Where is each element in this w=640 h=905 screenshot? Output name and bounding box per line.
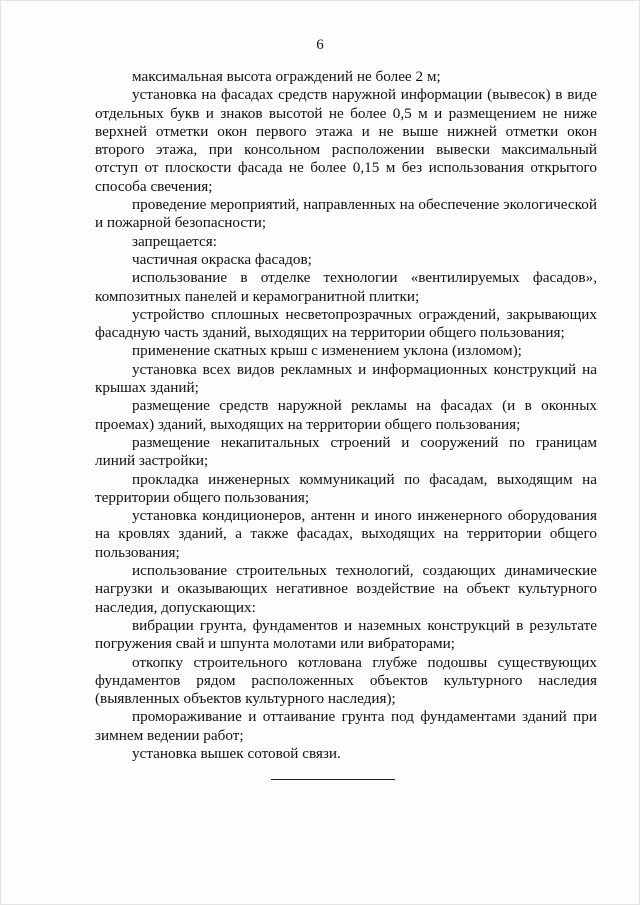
- paragraph: установка на фасадах средств наружной информации (вывесок) в виде отдельных букв и знаков высотой не более 0,5 м и размещением не ниже верхней отметки окон первого этажа и не выше нижней отметки окон второго этажа, при консольном расположении вывески максимальный отступ от плоскости фасада не более 0,15 м без использования открытого способа свечения;: [95, 86, 597, 195]
- paragraph: промораживание и оттаивание грунта под фундаментами зданий при зимнем ведении работ;: [95, 708, 597, 744]
- paragraph: прокладка инженерных коммуникаций по фасадам, выходящим на территории общего пользования;: [95, 470, 597, 506]
- paragraph: размещение некапитальных строений и сооружений по границам линий застройки;: [95, 433, 597, 470]
- paragraph: установка всех видов рекламных и информационных конструкций на крышах зданий;: [95, 360, 597, 397]
- paragraph: размещение средств наружной рекламы на фасадах (и в оконных проемах) зданий, выходящих на территории общего пользования;: [95, 397, 597, 433]
- paragraph: проведение мероприятий, направленных на обеспечение экологической и пожарной безопасности;: [95, 196, 597, 232]
- paragraph: вибрации грунта, фундаментов и наземных конструкций в результате погружения свай и шпунта молотами или вибраторами;: [95, 616, 597, 653]
- paragraph: частичная окраска фасадов;: [132, 250, 312, 268]
- document-body: [95, 68, 597, 763]
- page-number: 6: [316, 37, 324, 53]
- paragraph: применение скатных крыш с изменением уклона (изломом);: [132, 342, 522, 360]
- paragraph: установка кондиционеров, антенн и иного инженерного оборудования на кровлях зданий, а также фасадах, выходящих на территории общего пользования;: [95, 507, 597, 561]
- paragraph: использование в отделке технологии «вентилируемых фасадов», композитных панелей и керамогранитной плитки;: [95, 269, 597, 305]
- paragraph: использование строительных технологий, создающих динамические нагрузки и оказывающих негативное воздействие на объект культурного наследия, допускающих:: [95, 562, 597, 616]
- paragraph: запрещается:: [132, 232, 217, 250]
- end-separator-line: [271, 779, 395, 780]
- paragraph: устройство сплошных несветопрозрачных ограждений, закрывающих фасадную часть зданий, выходящих на территории общего пользования;: [95, 305, 597, 342]
- paragraph: установка вышек сотовой связи.: [132, 744, 341, 762]
- paragraph: максимальная высота ограждений не более 2 м;: [132, 68, 441, 85]
- paragraph: откопку строительного котлована глубже подошвы существующих фундаментов рядом расположенных объектов культурного наследия (выявленных объектов культурного наследия);: [95, 653, 597, 708]
